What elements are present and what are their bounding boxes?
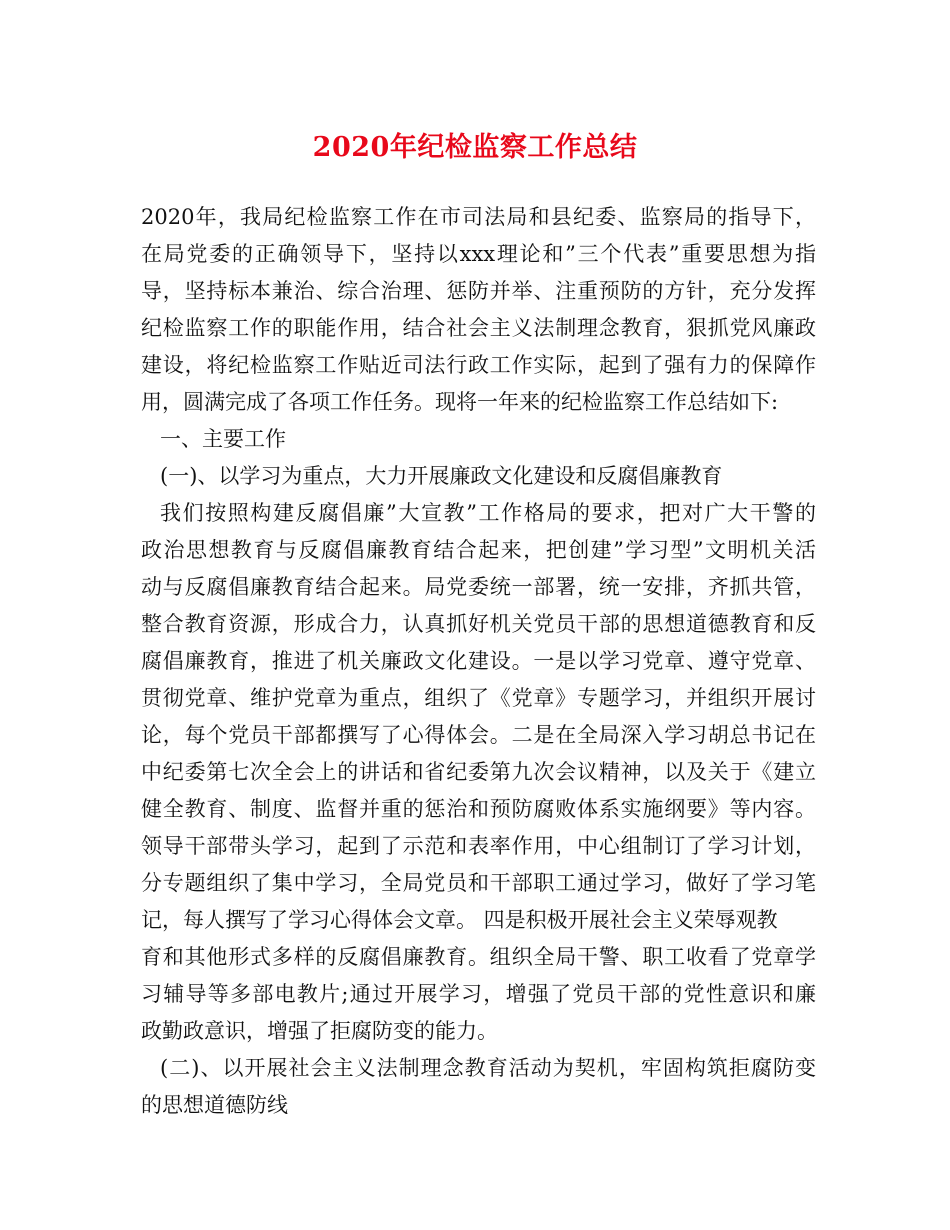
paragraph-line: 动与反腐倡廉教育结合起来。局党委统一部署，统一安排，齐抓共管， [141, 575, 816, 599]
section-heading: 一、主要工作 [160, 427, 286, 451]
paragraph-line: 育和其他形式多样的反腐倡廉教育。组织全局干警、职工收看了党章学 [141, 945, 816, 969]
paragraph-line: 记，每人撰写了学习心得体会文章。 四是积极开展社会主义荣辱观教 [141, 908, 778, 932]
paragraph-line: 在局党委的正确领导下，坚持以xxx理论和”三个代表”重要思想为指 [141, 242, 816, 266]
paragraph-line: 领导干部带头学习，起到了示范和表率作用，中心组制订了学习计划， [141, 834, 816, 858]
paragraph-line: 建设，将纪检监察工作贴近司法行政工作实际，起到了强有力的保障作 [141, 353, 816, 377]
subsection-heading: (一)、以学习为重点，大力开展廉政文化建设和反腐倡廉教育 [160, 464, 723, 488]
paragraph-line: 分专题组织了集中学习，全局党员和干部职工通过学习，做好了学习笔 [141, 871, 816, 895]
paragraph-line: 导，坚持标本兼治、综合治理、惩防并举、注重预防的方针，充分发挥 [141, 279, 816, 303]
paragraph-line: 我们按照构建反腐倡廉”大宣教”工作格局的要求，把对广大干警的 [160, 501, 816, 525]
paragraph-line: 政治思想教育与反腐倡廉教育结合起来，把创建”学习型”文明机关活 [141, 538, 816, 562]
paragraph-line: 2020年，我局纪检监察工作在市司法局和县纪委、监察局的指导下， [141, 205, 816, 229]
paragraph-line: 中纪委第七次全会上的讲话和省纪委第九次会议精神，以及关于《建立 [141, 760, 816, 784]
subsection-heading-continued: 的思想道德防线 [141, 1093, 288, 1117]
paragraph-line: 习辅导等多部电教片;通过开展学习，增强了党员干部的党性意识和廉 [141, 982, 816, 1006]
paragraph-line: 腐倡廉教育，推进了机关廉政文化建设。一是以学习党章、遵守党章、 [141, 649, 816, 673]
paragraph-line: 政勤政意识，增强了拒腐防变的能力。 [141, 1019, 498, 1043]
paragraph-line: 整合教育资源，形成合力，认真抓好机关党员干部的思想道德教育和反 [141, 612, 816, 636]
subsection-heading: (二)、以开展社会主义法制理念教育活动为契机，牢固构筑拒腐防变 [160, 1056, 816, 1080]
paragraph-line: 用，圆满完成了各项工作任务。现将一年来的纪检监察工作总结如下: [141, 390, 779, 414]
paragraph-line: 贯彻党章、维护党章为重点，组织了《党章》专题学习，并组织开展讨 [141, 686, 816, 710]
document-body [141, 199, 816, 1124]
document-title: 2020年纪检监察工作总结 [312, 132, 638, 163]
paragraph-line: 健全教育、制度、监督并重的惩治和预防腐败体系实施纲要》等内容。 [141, 797, 816, 821]
paragraph-line: 论，每个党员干部都撰写了心得体会。二是在全局深入学习胡总书记在 [141, 723, 816, 747]
paragraph-line: 纪检监察工作的职能作用，结合社会主义法制理念教育，狠抓党风廉政 [141, 316, 816, 340]
